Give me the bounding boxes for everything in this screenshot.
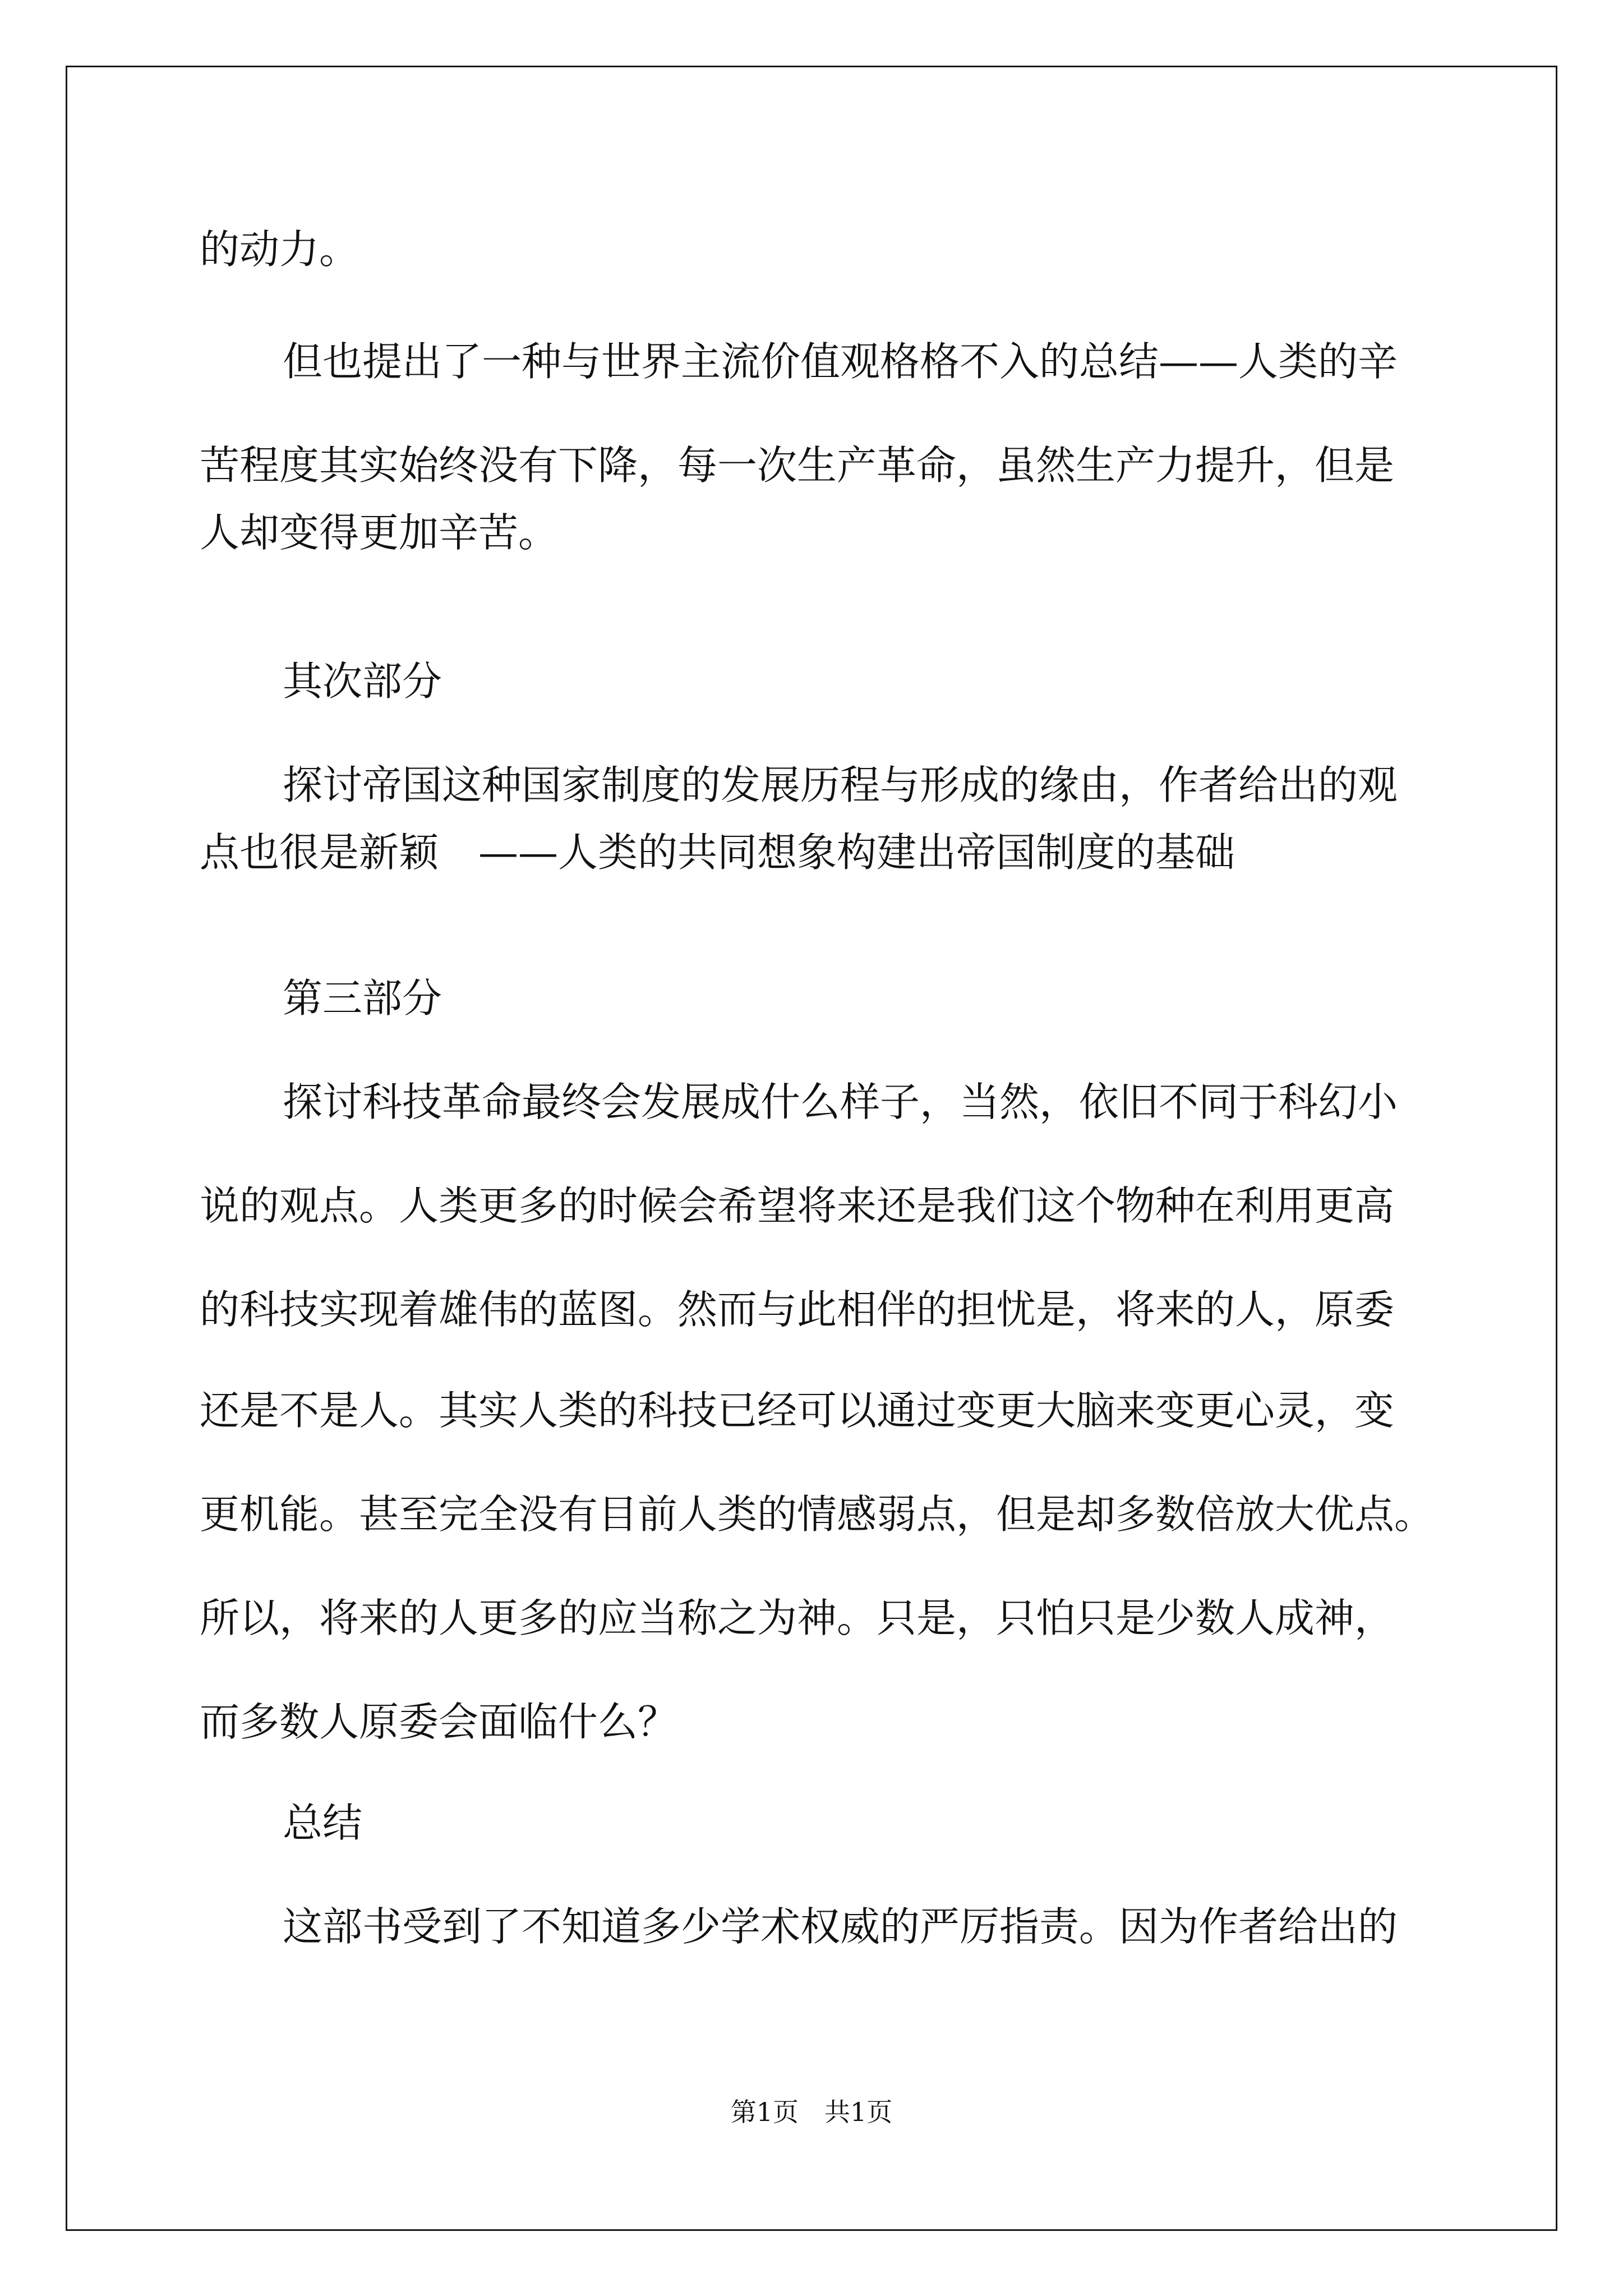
text-line: 还是不是人。其实人类的科技已经可以通过变更大脑来变更心灵，变: [200, 1387, 1395, 1434]
text-line: 更机能。甚至完全没有目前人类的情感弱点，但是却多数倍放大优点。: [200, 1491, 1435, 1538]
text-line: 这部书受到了不知道多少学术权威的严厉指责。因为作者给出的: [283, 1903, 1398, 1950]
text-line: 说的观点。人类更多的时候会希望将来还是我们这个物种在利用更高: [200, 1182, 1395, 1229]
text-line: 的动力。: [200, 226, 359, 273]
text-line: 探讨科技革命最终会发展成什么样子，当然，依旧不同于科幻小: [283, 1079, 1398, 1125]
page-footer: 第1页 共1页: [730, 2097, 893, 2127]
text-line: 的科技实现着雄伟的蓝图。然而与此相伴的担忧是，将来的人，原委: [200, 1286, 1395, 1333]
text-line: 所以，将来的人更多的应当称之为神。只是，只怕只是少数人成神，: [200, 1595, 1395, 1641]
section-heading: 第三部分: [283, 975, 442, 1022]
text-line: 苦程度其实始终没有下降，每一次生产革命，虽然生产力提升，但是: [200, 442, 1395, 489]
text-line: 探讨帝国这种国家制度的发展历程与形成的缘由，作者给出的观: [283, 762, 1398, 808]
section-heading: 总结: [283, 1800, 363, 1846]
text-line: 但也提出了一种与世界主流价值观格格不入的总结——人类的辛: [283, 338, 1398, 385]
text-line: 而多数人原委会面临什么？: [200, 1699, 678, 1745]
text-line: 点也很是新颖 ——人类的共同想象构建出帝国制度的基础: [200, 829, 1235, 876]
text-line: 人却变得更加辛苦。: [200, 509, 559, 556]
section-heading: 其次部分: [283, 658, 442, 705]
